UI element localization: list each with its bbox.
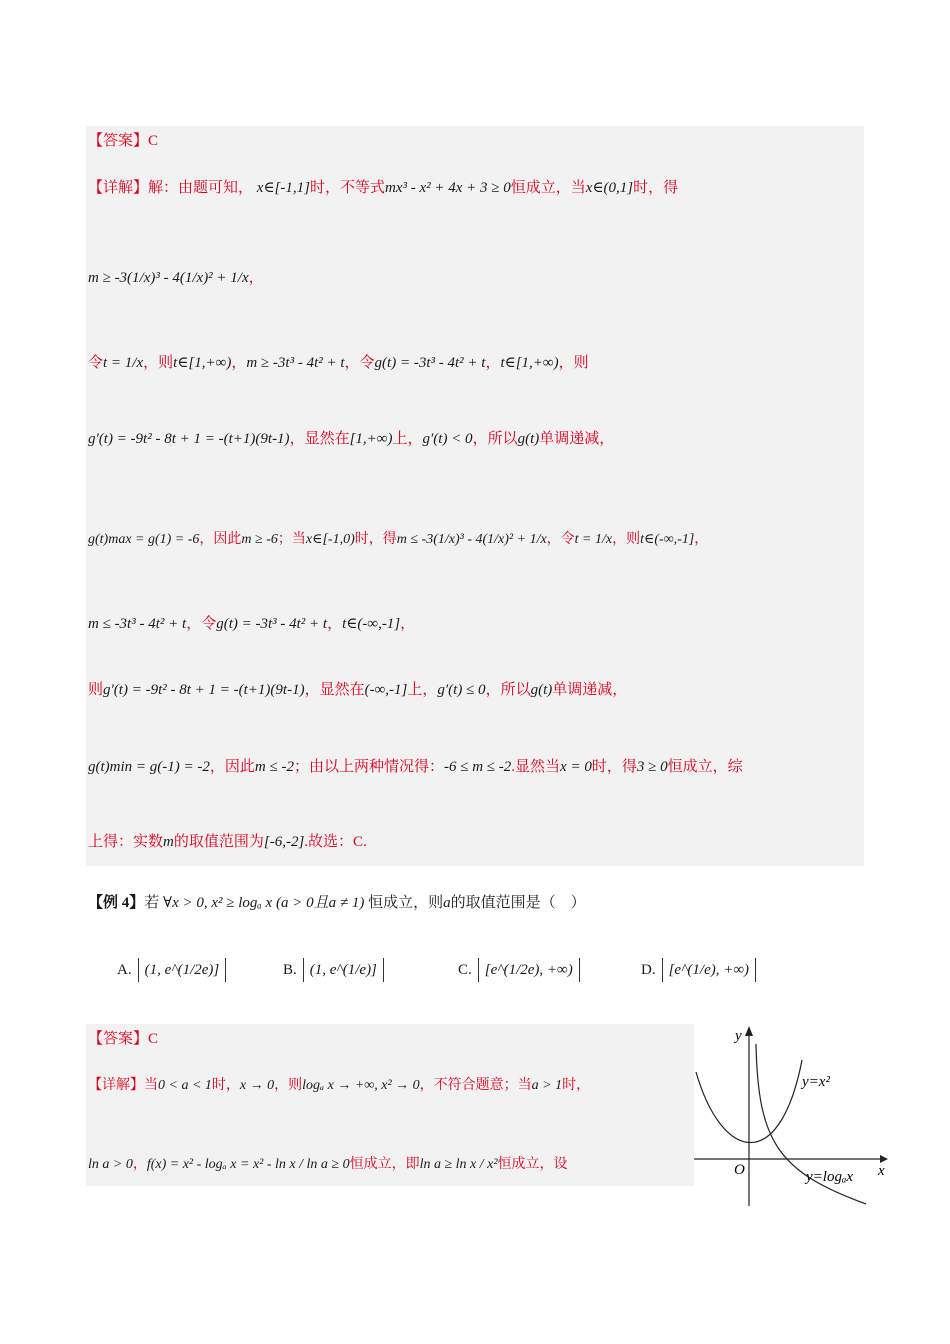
x-axis-label: x bbox=[878, 1163, 885, 1179]
option-a[interactable]: A. (1, e^(1/2e)] bbox=[117, 962, 226, 979]
y-axis-arrow bbox=[745, 1026, 753, 1036]
function-graph bbox=[694, 1024, 894, 1208]
answer-line-2 bbox=[88, 1029, 158, 1049]
option-c[interactable]: C. [e^(1/2e), +∞) bbox=[458, 962, 580, 979]
detail2-line-2: ln a > 0，f(x) = x² - logₐ x = x² - ln x / ln a ≥ 0恒成立，即ln a ≥ ln x / x²恒成立，设 bbox=[88, 1157, 568, 1172]
answer-line bbox=[88, 131, 158, 151]
detail-line-2: m ≥ -3(1/x)³ - 4(1/x)² + 1/x， bbox=[88, 270, 264, 286]
answer-block-1 bbox=[86, 126, 864, 866]
y-axis-label: y bbox=[735, 1028, 742, 1044]
origin-label: O bbox=[734, 1162, 745, 1178]
example-label: 【例 4】 bbox=[88, 895, 145, 911]
parabola-label: y=x² bbox=[802, 1074, 830, 1090]
detail-line-7: 则g′(t) = -9t² - 8t + 1 = -(t+1)(9t-1)，显然在(-∞,-1]上，g′(t) ≤ 0，所以g(t)单调递减， bbox=[88, 682, 628, 698]
detail-line-6: m ≤ -3t³ - 4t² + t，令g(t) = -3t³ - 4t² + t，t∈(-∞,-1]， bbox=[88, 616, 416, 632]
detail-line-3: 令t = 1/x，则t∈[1,+∞)，m ≥ -3t³ - 4t² + t，令g(t) = -3t³ - 4t² + t，t∈[1,+∞)，则 bbox=[88, 355, 589, 371]
option-b[interactable]: B. (1, e^(1/e)] bbox=[283, 962, 384, 979]
answer-tag: 【答案】C bbox=[88, 133, 159, 149]
detail-line-9: 上得：实数m的取值范围为[-6,-2].故选：C. bbox=[88, 834, 367, 850]
detail-line-1: 【详解】解：由题可知， x∈[-1,1]时，不等式mx³ - x² + 4x + 3 ≥ 0恒成立，当x∈(0,1]时，得 bbox=[88, 180, 679, 196]
x-axis-arrow bbox=[880, 1155, 888, 1163]
log-curve-label: y=logₐx bbox=[806, 1169, 853, 1185]
detail-tag: 【详解】 bbox=[88, 180, 149, 196]
detail2-line-1: 【详解】当0 < a < 1时，x → 0，则logₐ x → +∞, x² → 0，不符合题意；当a > 1时， bbox=[88, 1078, 591, 1093]
example-4-question: 【例 4】若 ∀x > 0, x² ≥ logₐ x (a > 0且a ≠ 1) 恒成立，则a的取值范围是（ ） bbox=[88, 895, 586, 911]
detail-line-8: g(t)min = g(-1) = -2，因此m ≤ -2；由以上两种情况得：-6 ≤ m ≤ -2.显然当x = 0时，得3 ≥ 0恒成立，综 bbox=[88, 759, 743, 775]
option-d[interactable]: D. [e^(1/e), +∞) bbox=[641, 962, 756, 979]
answer-tag-2: 【答案】C bbox=[88, 1031, 159, 1047]
detail-line-4: g′(t) = -9t² - 8t + 1 = -(t+1)(9t-1)，显然在[1,+∞)上，g′(t) < 0，所以g(t)单调递减， bbox=[88, 431, 615, 447]
detail-line-5: g(t)max = g(1) = -6，因此m ≥ -6；当x∈[-1,0)时，得m ≤ -3(1/x)³ - 4(1/x)² + 1/x，令t = 1/x，则t∈(-∞,-1]， bbox=[88, 532, 709, 547]
